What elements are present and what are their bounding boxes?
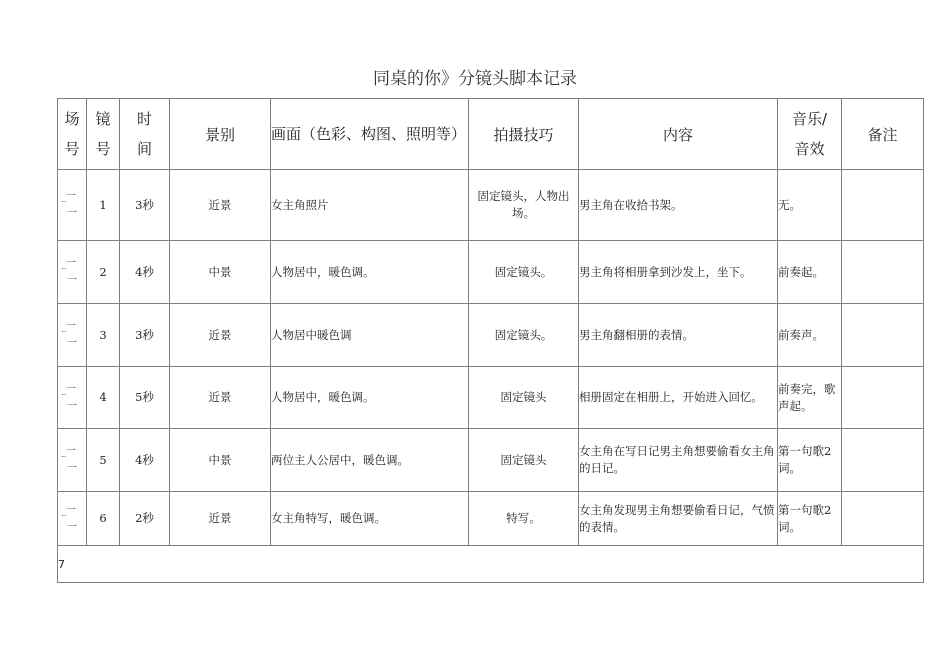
shot-size-cell: 近景	[170, 304, 271, 367]
shot-cell: 5	[87, 429, 120, 492]
scene-cell: _一 一	[58, 429, 87, 492]
music-cell: 无。	[778, 170, 842, 241]
notes-cell	[842, 367, 924, 429]
table-row-last	[58, 546, 924, 583]
storyboard-table	[57, 98, 924, 583]
shot-size-cell: 中景	[170, 429, 271, 492]
frame-cell: 人物居中暖色调	[271, 304, 469, 367]
header-notes: 备注	[842, 99, 924, 170]
music-cell: 第一句歌2词。	[778, 492, 842, 546]
notes-cell	[842, 429, 924, 492]
table-row	[58, 241, 924, 304]
scene-cell: _一 一	[58, 170, 87, 241]
notes-cell	[842, 241, 924, 304]
scene-cell: _一 一	[58, 241, 87, 304]
content-cell: 男主角翻相册的表情。	[579, 304, 778, 367]
shot-cell: 1	[87, 170, 120, 241]
technique-cell: 固定镜头	[469, 367, 579, 429]
music-cell: 前奏声。	[778, 304, 842, 367]
header-row	[58, 99, 924, 170]
music-cell: 第一句歌2词。	[778, 429, 842, 492]
content-cell: 女主角在写日记男主角想要偷看女主角的日记。	[579, 429, 778, 492]
time-cell: 3秒	[120, 304, 170, 367]
time-cell: 2秒	[120, 492, 170, 546]
frame-cell: 两位主人公居中，暖色调。	[271, 429, 469, 492]
scene-cell: _一 一	[58, 367, 87, 429]
time-cell: 4秒	[120, 429, 170, 492]
shot-cell: 4	[87, 367, 120, 429]
notes-cell	[842, 170, 924, 241]
notes-cell	[842, 304, 924, 367]
time-cell: 5秒	[120, 367, 170, 429]
table-row	[58, 170, 924, 241]
frame-cell: 女主角照片	[271, 170, 469, 241]
content-cell: 男主角在收拾书架。	[579, 170, 778, 241]
time-cell: 3秒	[120, 170, 170, 241]
header-shot: 镜 号	[87, 99, 120, 170]
header-time: 时 间	[120, 99, 170, 170]
header-content: 内容	[579, 99, 778, 170]
technique-cell: 固定镜头	[469, 429, 579, 492]
table-row	[58, 492, 924, 546]
shot-cell: 6	[87, 492, 120, 546]
frame-cell: 女主角特写，暖色调。	[271, 492, 469, 546]
frame-cell: 人物居中，暖色调。	[271, 367, 469, 429]
frame-cell: 人物居中，暖色调。	[271, 241, 469, 304]
shot-size-cell: 近景	[170, 170, 271, 241]
music-cell: 前奏起。	[778, 241, 842, 304]
header-frame: 画面（色彩、构图、照明等）	[271, 99, 469, 170]
table-row	[58, 367, 924, 429]
content-cell: 相册固定在相册上，开始进入回忆。	[579, 367, 778, 429]
technique-cell: 固定镜头，人物出场。	[469, 170, 579, 241]
row-number-cell: 7	[58, 546, 924, 583]
shot-cell: 3	[87, 304, 120, 367]
music-cell: 前奏完，歌声起。	[778, 367, 842, 429]
time-cell: 4秒	[120, 241, 170, 304]
shot-size-cell: 近景	[170, 367, 271, 429]
header-shot-size: 景别	[170, 99, 271, 170]
content-cell: 女主角发现男主角想要偷看日记，气愤的表情。	[579, 492, 778, 546]
table-row	[58, 429, 924, 492]
scene-cell: _一 一	[58, 304, 87, 367]
header-scene: 场 号	[58, 99, 87, 170]
shot-cell: 2	[87, 241, 120, 304]
header-technique: 拍摄技巧	[469, 99, 579, 170]
scene-cell: _一 一	[58, 492, 87, 546]
header-music: 音乐/ 音效	[778, 99, 842, 170]
notes-cell	[842, 492, 924, 546]
shot-size-cell: 近景	[170, 492, 271, 546]
content-cell: 男主角将相册拿到沙发上，坐下。	[579, 241, 778, 304]
technique-cell: 固定镜头。	[469, 241, 579, 304]
table-row	[58, 304, 924, 367]
shot-size-cell: 中景	[170, 241, 271, 304]
page-title: 同桌的你》分镜头脚本记录	[373, 69, 577, 89]
technique-cell: 固定镜头。	[469, 304, 579, 367]
technique-cell: 特写。	[469, 492, 579, 546]
